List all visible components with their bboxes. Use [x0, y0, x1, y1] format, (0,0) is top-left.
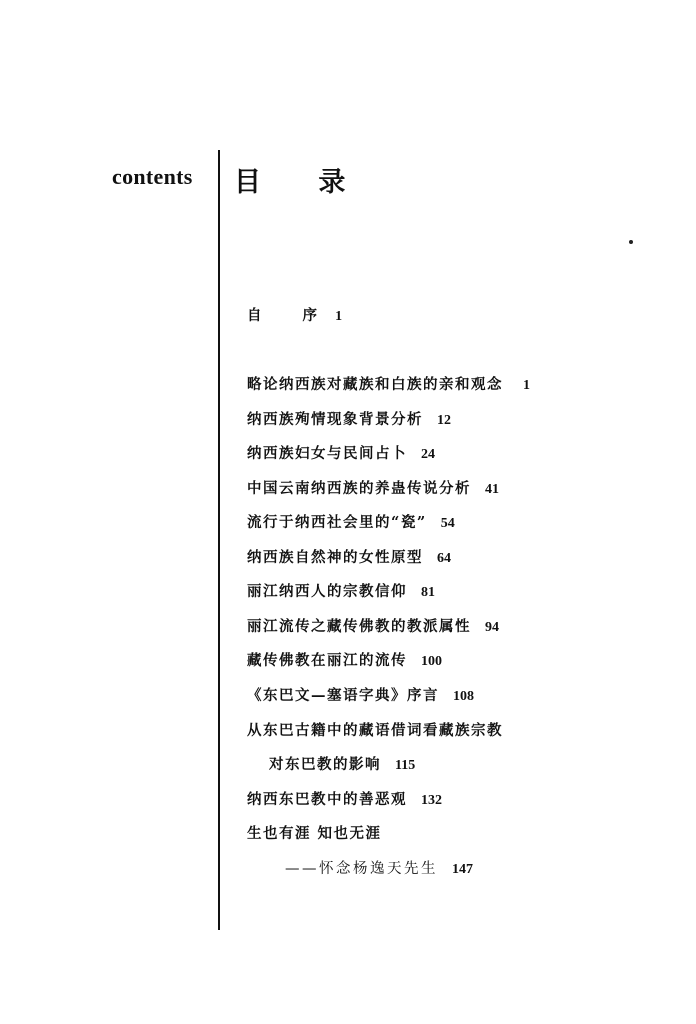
contents-heading-chinese: 目 录 — [234, 167, 370, 198]
toc-entry-page: 24 — [421, 447, 435, 462]
toc-entry-page: 12 — [437, 413, 451, 428]
toc-entry-page: 1 — [335, 309, 343, 324]
toc-entry[interactable] — [247, 410, 451, 431]
toc-entry-continuation[interactable] — [269, 755, 415, 776]
toc-entry-page: 115 — [395, 758, 416, 773]
toc-entry-title: 纳西族殉情现象背景分析 — [247, 411, 423, 428]
contents-heading-english: contents — [112, 164, 193, 189]
toc-entry-page: 108 — [453, 689, 474, 704]
toc-entry-title: 从东巴古籍中的藏语借词看藏族宗教 — [247, 722, 503, 739]
toc-entry-title: ——怀念杨逸天先生 — [285, 861, 438, 877]
toc-entry-title: 流行于纳西社会里的“瓷” — [247, 514, 427, 531]
toc-entry[interactable] — [247, 824, 382, 844]
toc-entry[interactable] — [247, 790, 442, 811]
scan-speck — [629, 240, 633, 244]
toc-entry[interactable] — [247, 444, 435, 465]
toc-entry-page: 100 — [421, 654, 442, 669]
toc-entry-page: 64 — [437, 551, 451, 566]
toc-entry[interactable] — [247, 651, 442, 672]
toc-entry-title: 纳西族妇女与民间占卜 — [247, 445, 407, 462]
toc-entry[interactable] — [247, 548, 451, 569]
toc-entry-title: 自 序 — [247, 307, 336, 324]
toc-entry[interactable] — [247, 721, 503, 741]
toc-entry-page: 147 — [452, 862, 473, 877]
toc-entry-page: 132 — [421, 793, 442, 808]
toc-entry-title: 对东巴教的影响 — [269, 756, 381, 773]
toc-entry[interactable] — [247, 617, 499, 638]
toc-entry-preface[interactable] — [247, 306, 342, 327]
toc-entry[interactable] — [247, 375, 530, 396]
toc-entry-title: 生也有涯 知也无涯 — [247, 825, 382, 842]
toc-entry[interactable] — [247, 513, 455, 534]
toc-entry-title: 《东巴文—塞语字典》序言 — [247, 687, 439, 704]
toc-entry[interactable] — [247, 479, 499, 500]
vertical-divider — [218, 150, 220, 930]
toc-entry-page: 81 — [421, 585, 435, 600]
toc-entry-page: 94 — [485, 620, 499, 635]
toc-entry-title: 纳西族自然神的女性原型 — [247, 549, 423, 566]
toc-entry-title: 丽江纳西人的宗教信仰 — [247, 583, 407, 600]
toc-entry-title: 略论纳西族对藏族和白族的亲和观念 — [247, 376, 503, 393]
toc-entry-page: 1 — [523, 378, 530, 393]
toc-entry-page: 54 — [440, 516, 455, 531]
toc-entry-title: 中国云南纳西族的养蛊传说分析 — [247, 480, 471, 497]
toc-entry[interactable] — [247, 686, 474, 707]
toc-entry-title: 纳西东巴教中的善恶观 — [247, 791, 407, 808]
toc-entry-subtitle[interactable] — [285, 859, 473, 880]
toc-entry-title: 丽江流传之藏传佛教的教派属性 — [247, 618, 471, 635]
toc-entry-title: 藏传佛教在丽江的流传 — [247, 652, 407, 669]
toc-entry[interactable] — [247, 582, 435, 603]
toc-entry-page: 41 — [485, 482, 499, 497]
